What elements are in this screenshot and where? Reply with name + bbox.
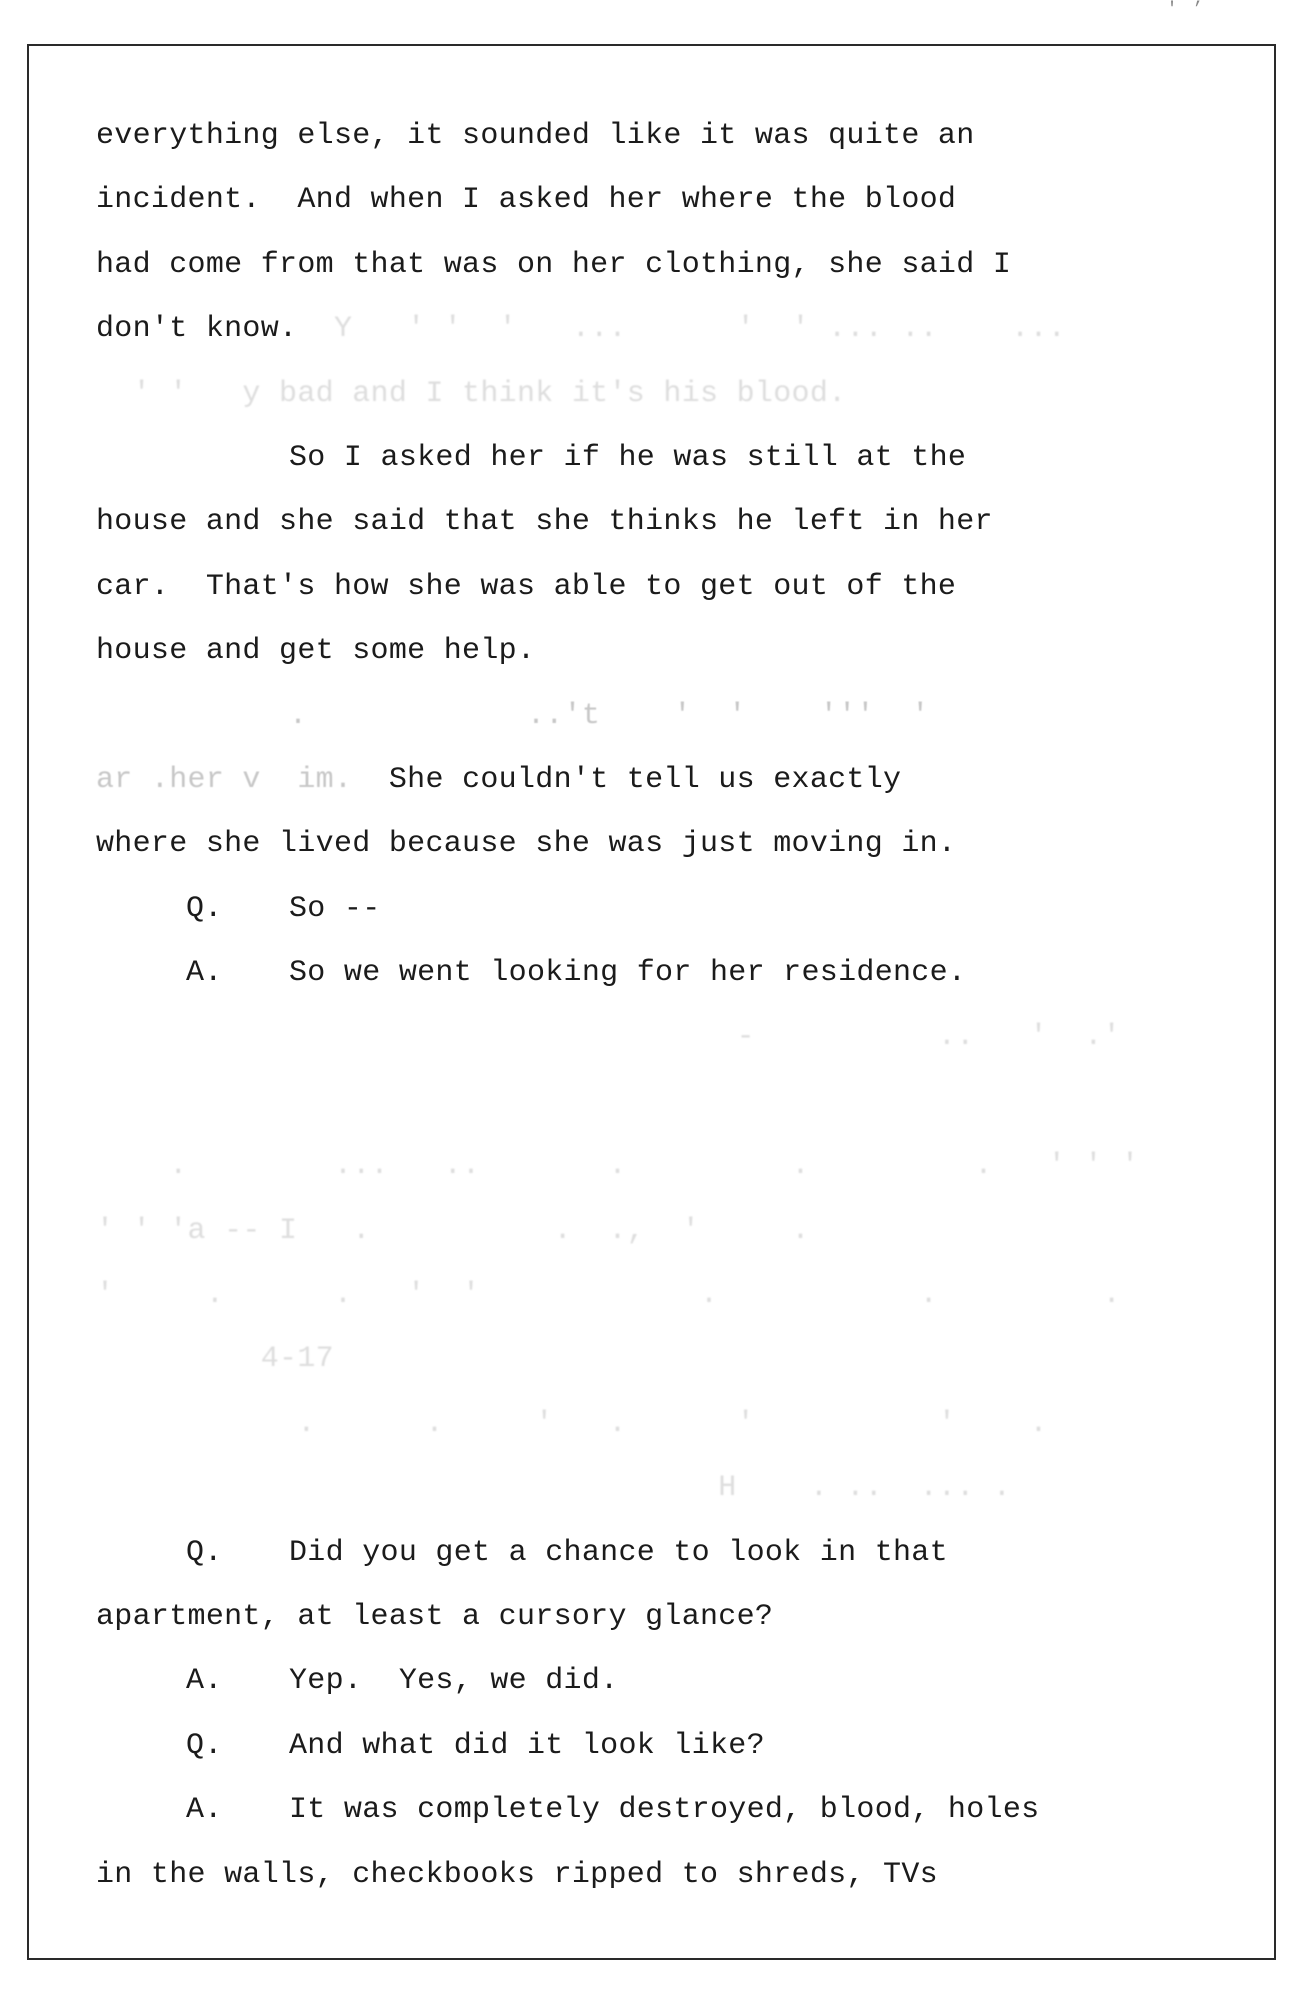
line-text: So -- <box>289 891 381 926</box>
transcript-line <box>96 1714 1226 1778</box>
line-text: So we went looking for her residence. <box>289 956 967 991</box>
transcript-line <box>96 1585 1226 1649</box>
illegible-text: H . .. ... . <box>96 1471 1012 1506</box>
line-text: in the walls, checkbooks ripped to shreds, TVs <box>96 1857 938 1892</box>
line-text: house and get some help. <box>96 634 536 669</box>
transcript-line <box>96 1263 1226 1327</box>
line-text: don't know. <box>96 312 298 347</box>
line-text: And what did it look like? <box>289 1728 765 1763</box>
transcript-line <box>96 1521 1226 1585</box>
line-text: incident. And when I asked her where the blood <box>96 183 957 218</box>
illegible-text: - .. ' .' <box>96 1020 1121 1055</box>
illegible-text: . . ' . ' ' . <box>96 1406 1048 1441</box>
line-text: where she lived because she was just moving in. <box>96 827 957 862</box>
line-text: car. That's how she was able to get out of the <box>96 569 957 604</box>
line-text: apartment, at least a cursory glance? <box>96 1599 774 1634</box>
transcript-line <box>96 1778 1226 1842</box>
transcript-line <box>96 1392 1226 1456</box>
transcript-line <box>96 1649 1226 1713</box>
line-text: So I asked her if he was still at the <box>289 440 967 475</box>
line-text: Yep. Yes, we did. <box>289 1664 619 1699</box>
illegible-text: ' ' y bad and I think it's his blood. <box>96 376 847 411</box>
transcript-line <box>96 233 1226 297</box>
illegible-text: . ... .. . . . ' ' ' <box>96 1149 1140 1184</box>
answer-marker: A. <box>186 956 223 991</box>
line-text: It was completely destroyed, blood, holes <box>289 1793 1040 1828</box>
transcript-line <box>96 1199 1226 1263</box>
transcript-line <box>96 1070 1226 1134</box>
illegible-text: Y ' ' ' ... ' ' ... .. ... <box>297 312 1067 347</box>
question-marker: Q. <box>186 891 223 926</box>
transcript-line <box>96 490 1226 554</box>
transcript-body <box>96 104 1226 1907</box>
line-text: Did you get a chance to look in that <box>289 1535 948 1570</box>
answer-marker: A. <box>186 1793 223 1828</box>
answer-marker: A. <box>186 1664 223 1699</box>
transcript-line <box>96 1134 1226 1198</box>
line-text: house and she said that she thinks he left in her <box>96 505 993 540</box>
transcript-line <box>96 168 1226 232</box>
illegible-text: ' . . ' ' . . . <box>96 1278 1121 1313</box>
line-text: She couldn't tell us exactly <box>352 762 902 797</box>
line-text: everything else, it sounded like it was quite an <box>96 119 975 153</box>
transcript-line <box>96 812 1226 876</box>
illegible-text: 4-17 <box>96 1342 334 1377</box>
transcript-line <box>96 1327 1226 1391</box>
question-marker: Q. <box>186 1728 223 1763</box>
transcript-line <box>96 619 1226 683</box>
transcript-line <box>96 1005 1226 1069</box>
line-text: had come from that was on her clothing, she said I <box>96 247 1012 282</box>
illegible-text: . ..'t ' ' ''' ' <box>289 698 948 733</box>
transcript-line <box>96 104 1226 168</box>
transcript-line <box>96 941 1226 1005</box>
transcript-line <box>96 362 1226 426</box>
illegible-text: ar .her v im. <box>96 762 353 797</box>
transcript-line <box>96 877 1226 941</box>
question-marker: Q. <box>186 1535 223 1570</box>
illegible-text: ' ' 'a -- I . . ., ' . <box>96 1213 1012 1248</box>
transcript-line <box>96 555 1226 619</box>
transcript-line <box>96 1456 1226 1520</box>
transcript-line <box>96 426 1226 490</box>
transcript-line <box>96 1843 1226 1907</box>
corner-mark: ' ’ <box>1166 0 1205 20</box>
transcript-line <box>96 684 1226 748</box>
transcript-line <box>96 748 1226 812</box>
transcript-line <box>96 297 1226 361</box>
